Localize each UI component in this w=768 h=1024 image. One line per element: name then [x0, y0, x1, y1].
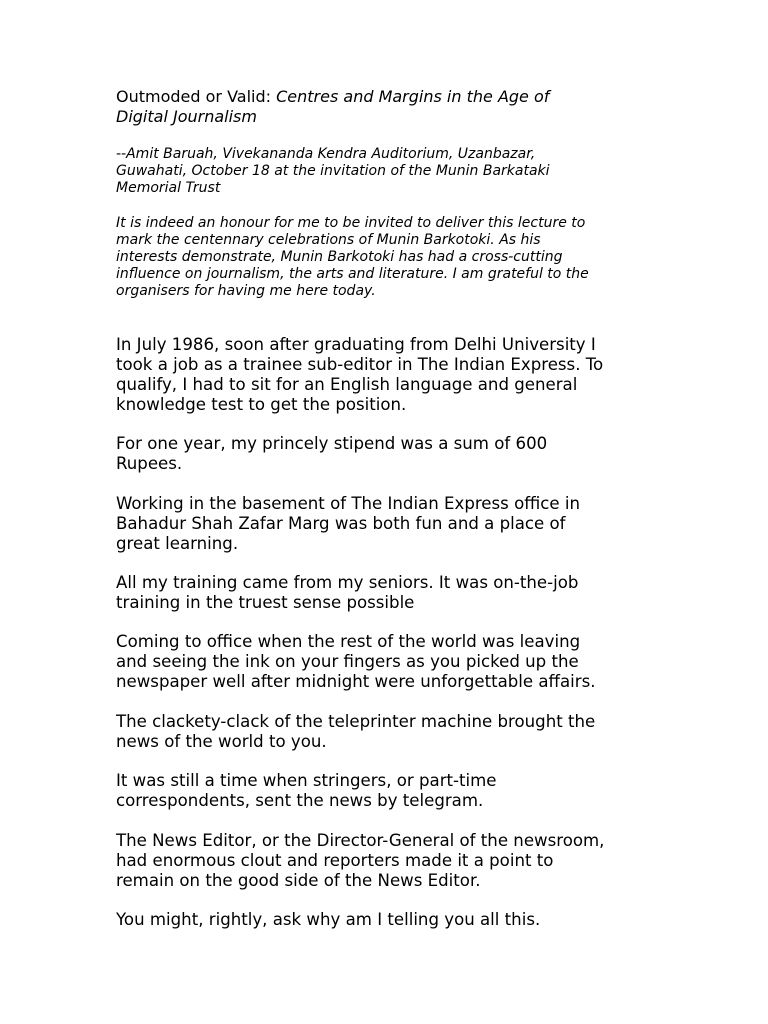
body-paragraph [116, 712, 595, 752]
intro-paragraph [116, 215, 589, 300]
intro-line: mark the centennary celebrations of Munin Barkotoki. As his [116, 232, 541, 248]
body-line: qualify, I had to sit for an English language and general [116, 375, 578, 394]
body-paragraph [116, 910, 540, 930]
intro-line: It is indeed an honour for me to be invited to deliver this lecture to [116, 215, 586, 231]
title-line-1 [116, 87, 549, 107]
body-line: Working in the basement of The Indian Express office in [116, 494, 581, 513]
body-line: Bahadur Shah Zafar Marg was both fun and a place of [116, 514, 566, 533]
body-line: training in the truest sense possible [116, 593, 415, 612]
body-paragraph [116, 632, 596, 692]
body-line: In July 1986, soon after graduating from Delhi University I [116, 335, 596, 354]
title-prefix: Outmoded or Valid: [116, 87, 277, 106]
body-line: Coming to office when the rest of the world was leaving [116, 632, 581, 651]
byline-line: --Amit Baruah, Vivekananda Kendra Auditorium, Uzanbazar, [116, 146, 536, 162]
body-paragraph [116, 771, 497, 811]
body-paragraph [116, 573, 578, 613]
title-italic-part-2: Digital Journalism [116, 107, 257, 126]
body-line: newspaper well after midnight were unforgettable affairs. [116, 672, 596, 691]
body-line: great learning. [116, 534, 239, 553]
body-line: The News Editor, or the Director-General of the newsroom, [116, 831, 605, 850]
body-line: correspondents, sent the news by telegram. [116, 791, 484, 810]
body-line: took a job as a trainee sub-editor in The Indian Express. To [116, 355, 604, 374]
byline-line: Guwahati, October 18 at the invitation of the Munin Barkataki [116, 163, 550, 179]
body-paragraph [116, 494, 580, 554]
body-line: knowledge test to get the position. [116, 395, 407, 414]
body-line: news of the world to you. [116, 732, 327, 751]
body-line: Rupees. [116, 454, 183, 473]
intro-line: influence on journalism, the arts and literature. I am grateful to the [116, 266, 589, 282]
body-paragraph [116, 335, 603, 415]
body-line: You might, rightly, ask why am I telling you all this. [116, 910, 541, 929]
body-line: remain on the good side of the News Editor. [116, 871, 481, 890]
body-line: had enormous clout and reporters made it a point to [116, 851, 554, 870]
body-line: All my training came from my seniors. It was on-the-job [116, 573, 579, 592]
document-title [116, 87, 549, 127]
body-line: It was still a time when stringers, or part-time [116, 771, 497, 790]
body-paragraph [116, 831, 604, 891]
body-line: For one year, my princely stipend was a sum of 600 [116, 434, 548, 453]
byline [116, 146, 550, 197]
intro-line: organisers for having me here today. [116, 283, 376, 299]
body-line: The clackety-clack of the teleprinter machine brought the [116, 712, 596, 731]
body-line: and seeing the ink on your fingers as you picked up the [116, 652, 579, 671]
byline-line: Memorial Trust [116, 180, 221, 196]
intro-line: interests demonstrate, Munin Barkotoki has had a cross-cutting [116, 249, 563, 265]
body-paragraph [116, 434, 547, 474]
title-italic-part-1: Centres and Margins in the Age of [276, 87, 550, 106]
